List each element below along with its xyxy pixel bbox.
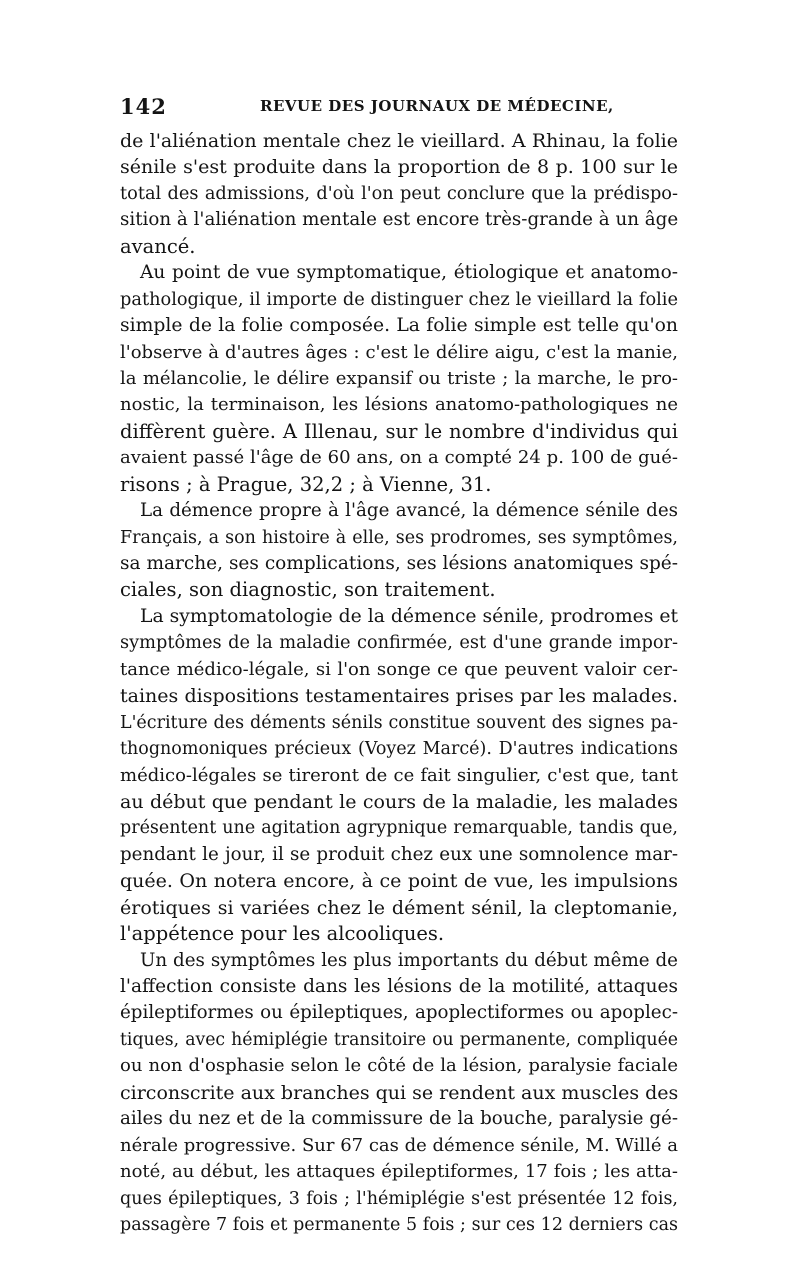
- text-line: ques épileptiques, 3 fois ; l'hémiplégie s'est présentée 12 fois,: [120, 1188, 678, 1209]
- text-line: risons ; à Prague, 32,2 ; à Vienne, 31.: [120, 472, 492, 496]
- text-line: l'appétence pour les alcooliques.: [120, 922, 445, 946]
- text-line: au début que pendant le cours de la maladie, les malades: [120, 790, 678, 813]
- text-line: noté, au début, les attaques épileptiformes, 17 fois ; les atta-: [120, 1161, 678, 1183]
- text-line: circonscrite aux branches qui se rendent aux muscles des: [120, 1081, 678, 1104]
- text-line: pathologique, il importe de distinguer chez le vieillard la folie: [120, 289, 678, 310]
- text-line: la mélancolie, le délire expansif ou triste ; la marche, le pro-: [120, 367, 678, 389]
- text-line: passagère 7 fois et permanente 5 fois ; sur ces 12 derniers cas: [120, 1214, 678, 1235]
- text-line: ou non d'osphasie selon le côté de la lésion, paralysie faciale: [120, 1055, 678, 1077]
- text-line: ciales, son diagnostic, son traitement.: [120, 578, 496, 602]
- text-line: thognomoniques précieux (Voyez Marcé). D'autres indications: [120, 739, 678, 760]
- text-line: symptômes de la maladie confirmée, est d'une grande impor-: [120, 633, 678, 654]
- paragraph-start-line: Au point de vue symptomatique, étiologique et anatomo-: [140, 262, 678, 284]
- text-line: simple de la folie composée. La folie simple est telle qu'on: [120, 315, 678, 337]
- body-text: [120, 128, 678, 1238]
- text-line: médico-légales se tireront de ce fait singulier, c'est que, tant: [120, 764, 678, 786]
- text-line: épileptiformes ou épileptiques, apoplectiformes ou apoplec-: [120, 1002, 678, 1024]
- text-line: diffèrent guère. A Illenau, sur le nombre d'individus qui: [120, 419, 678, 443]
- text-line: de l'aliénation mentale chez le vieillard. A Rhinau, la folie: [120, 130, 678, 152]
- text-line: nérale progressive. Sur 67 cas de démence sénile, M. Willé a: [120, 1134, 678, 1156]
- text-line: Français, a son histoire à elle, ses prodromes, ses symptômes,: [120, 527, 678, 548]
- text-line: sa marche, ses complications, ses lésions anatomiques spé-: [120, 553, 678, 574]
- text-line: pendant le jour, il se produit chez eux une somnolence mar-: [120, 843, 678, 865]
- text-line: présentent une agitation agrypnique remarquable, tandis que,: [120, 818, 678, 839]
- text-line: L'écriture des déments sénils constitue souvent des signes pa-: [120, 712, 678, 733]
- text-line: sénile s'est produite dans la proportion de 8 p. 100 sur le: [120, 156, 678, 179]
- text-line: l'observe à d'autres âges : c'est le délire aigu, c'est la manie,: [120, 341, 678, 363]
- page-number: 142: [120, 94, 167, 119]
- text-line: nostic, la terminaison, les lésions anatomo-pathologiques ne: [120, 394, 678, 416]
- text-line: total des admissions, d'où l'on peut conclure que la prédispo-: [120, 183, 678, 204]
- running-head: REVUE DES JOURNAUX DE MÉDECINE,: [260, 97, 614, 115]
- text-line: l'affection consiste dans les lésions de la motilité, attaques: [120, 976, 678, 997]
- paragraph-start-line: Un des symptômes les plus importants du début même de: [140, 949, 678, 971]
- text-line: tiques, avec hémiplégie transitoire ou permanente, compliquée: [120, 1029, 678, 1050]
- text-line: érotiques si variées chez le dément sénil, la cleptomanie,: [120, 896, 678, 919]
- text-line: ailes du nez et de la commissure de la bouche, paralysie gé-: [120, 1108, 678, 1130]
- text-line: avancé.: [120, 234, 196, 258]
- text-line: avaient passé l'âge de 60 ans, on a compté 24 p. 100 de gué-: [120, 447, 678, 469]
- paragraph-start-line: La symptomatologie de la démence sénile, prodromes et: [140, 605, 678, 627]
- text-line: tance médico-légale, si l'on songe ce que peuvent valoir cer-: [120, 658, 678, 680]
- paragraph-start-line: La démence propre à l'âge avancé, la démence sénile des: [140, 500, 678, 522]
- text-line: quée. On notera encore, à ce point de vue, les impulsions: [120, 870, 678, 893]
- page-header: [120, 94, 680, 122]
- text-line: sition à l'aliénation mentale est encore très-grande à un âge: [120, 209, 678, 231]
- text-line: taines dispositions testamentaires prises par les malades.: [120, 685, 678, 708]
